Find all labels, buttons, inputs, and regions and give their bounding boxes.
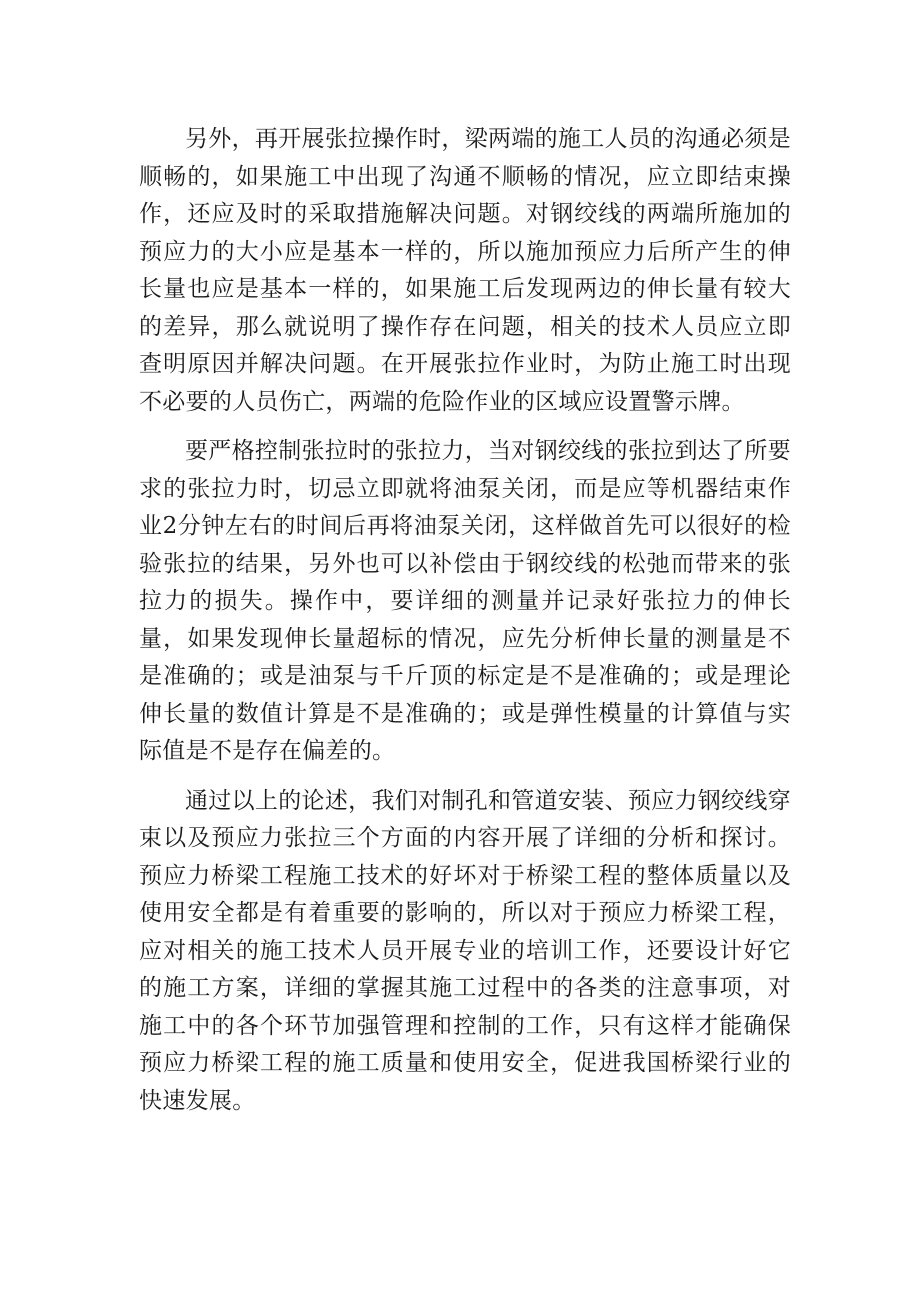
paragraph-tension-control: 要严格控制张拉时的张拉力，当对钢绞线的张拉到达了所要求的张拉力时，切忌立即就将油泵关闭，而是应等机器结束作业2分钟左右的时间后再将油泵关闭，这样做首先可以很好的检验张拉的结果，另外也可以补偿由于钢绞线的松弛而带来的张拉力的损失。操作中，要详细的测量并记录好张拉力的伸长量，如果发现伸长量超标的情况，应先分析伸长量的测量是不是准确的；或是油泵与千斤顶的标定是不是准确的；或是理论伸长量的数值计算是不是准确的；或是弹性模量的计算值与实际值是不是存在偏差的。 xyxy=(139,438,791,764)
paragraph-tension-communication: 另外，再开展张拉操作时，梁两端的施工人员的沟通必须是顺畅的，如果施工中出现了沟通不顺畅的情况，应立即结束操作，还应及时的采取措施解决问题。对钢绞线的两端所施加的预应力的大小应是基本一样的，所以施加预应力后所产生的伸长量也应是基本一样的，如果施工后发现两边的伸长量有较大的差异，那么就说明了操作存在问题，相关的技术人员应立即查明原因并解决问题。在开展张拉作业时，为防止施工时出现不必要的人员伤亡，两端的危险作业的区域应设置警示牌。 xyxy=(139,126,791,415)
paragraph-conclusion: 通过以上的论述，我们对制孔和管道安装、预应力钢绞线穿束以及预应力张拉三个方面的内容开展了详细的分析和探讨。预应力桥梁工程施工技术的好坏对于桥梁工程的整体质量以及使用安全都是有着重要的影响的，所以对于预应力桥梁工程，应对相关的施工技术人员开展专业的培训工作，还要设计好它的施工方案，详细的掌握其施工过程中的各类的注意事项，对施工中的各个环节加强管理和控制的工作，只有这样才能确保预应力桥梁工程的施工质量和使用安全，促进我国桥梁行业的快速发展。 xyxy=(139,787,791,1114)
document-body xyxy=(139,121,791,1132)
